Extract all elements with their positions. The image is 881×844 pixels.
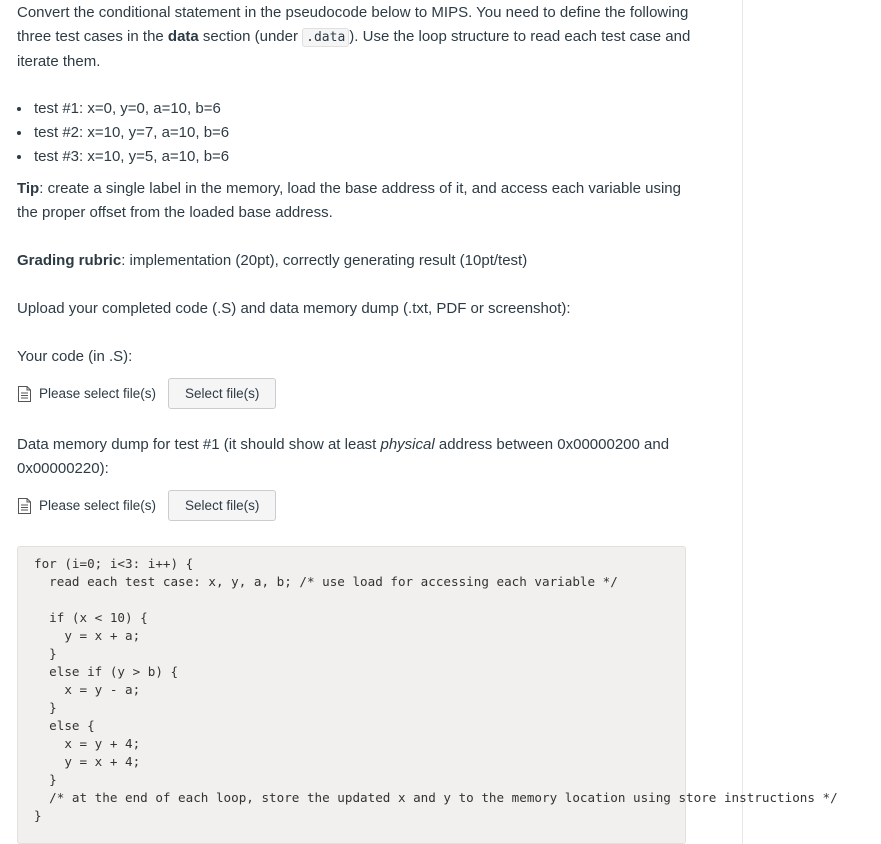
list-item: • test #2: x=10, y=7, a=10, b=6 <box>32 121 229 145</box>
dump-label-text-2: address between 0x00000200 and 0x00000220): <box>17 436 670 477</box>
code-line: /* at the end of each loop, store the updated x and y to the memory location using store instructions */ <box>34 790 838 805</box>
tip-paragraph <box>17 177 697 225</box>
code-line: y = x + 4; <box>34 754 141 769</box>
intro-text: Convert the conditional statement in the pseudocode below to MIPS. You need to define the following three test cases in the <box>17 4 689 45</box>
list-item: • test #1: x=0, y=0, a=10, b=6 <box>32 97 229 121</box>
dump-label-text: Data memory dump for test #1 (it should show at least <box>17 436 381 453</box>
code-upload-row <box>17 378 276 409</box>
code-line: read each test case: x, y, a, b; /* use load for accessing each variable */ <box>34 574 618 589</box>
select-dump-file-button[interactable]: Select file(s) <box>168 490 276 521</box>
rubric-paragraph <box>17 249 697 273</box>
list-item: • test #3: x=10, y=5, a=10, b=6 <box>32 145 229 169</box>
code-line: x = y - a; <box>34 682 141 697</box>
pseudocode-block <box>17 546 838 844</box>
dump-upload-row <box>17 490 276 521</box>
dump-label-emphasis: physical <box>380 436 435 453</box>
code-line: } <box>34 700 57 715</box>
upload-instructions: Upload your completed code (.S) and data memory dump (.txt, PDF or screenshot): <box>17 300 571 317</box>
select-code-file-button[interactable]: Select file(s) <box>168 378 276 409</box>
code-line: for (i=0; i<3: i++) { <box>34 556 194 571</box>
file-icon <box>17 498 32 514</box>
file-icon <box>17 386 32 402</box>
code-line: } <box>34 808 42 823</box>
code-line: else if (y > b) { <box>34 664 179 679</box>
code-line: else { <box>34 718 95 733</box>
code-line: } <box>34 646 57 661</box>
rubric-bold: Grading rubric <box>17 252 122 269</box>
rubric-text: : implementation (20pt), correctly generating result (10pt/test) <box>121 252 528 269</box>
intro-bold-data: data <box>167 28 199 45</box>
code-upload-label: Your code (in .S): <box>17 348 133 365</box>
code-line: x = y + 4; <box>34 736 141 751</box>
file-selection-status: Please select file(s) <box>39 386 157 401</box>
code-line: } <box>34 772 57 787</box>
code-line: if (x < 10) { <box>34 610 148 625</box>
inline-code-data: .data <box>302 28 349 47</box>
dump-upload-label <box>17 433 697 481</box>
tip-bold: Tip <box>17 180 40 197</box>
code-line: y = x + a; <box>34 628 141 643</box>
intro-paragraph <box>17 1 697 74</box>
pseudocode <box>34 555 838 825</box>
file-selection-status: Please select file(s) <box>39 498 157 513</box>
intro-text-2: section (under <box>198 28 303 45</box>
test-case-list <box>0 97 229 169</box>
intro-text-3: ). Use the loop structure to read each test case and iterate them. <box>17 28 691 70</box>
tip-text: : create a single label in the memory, load the base address of it, and access each variable using the proper offset from the loaded base address. <box>17 180 681 221</box>
